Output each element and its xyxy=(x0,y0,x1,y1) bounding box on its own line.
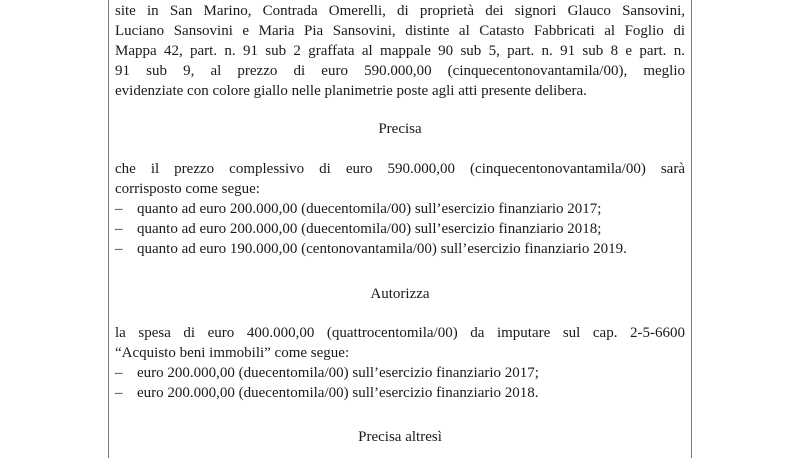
list-item-text: quanto ad euro 190.000,00 (centonovantamila/00) sull’esercizio finanziario 2019. xyxy=(137,241,627,257)
list-item xyxy=(115,219,685,239)
list-item-text: euro 200.000,00 (duecentomila/00) sull’esercizio finanziario 2018. xyxy=(137,385,539,401)
list-item xyxy=(115,363,685,383)
bullet-dash: – xyxy=(115,241,123,257)
bullet-dash: – xyxy=(115,385,123,401)
intro-line: evidenziate con colore giallo nelle planimetrie poste agli atti presente delibera. xyxy=(115,83,587,99)
intro-line: Luciano Sansovini e Maria Pia Sansovini, distinte al Catasto Fabbricati al Foglio di xyxy=(115,23,685,39)
precisa-paragraph xyxy=(115,159,685,259)
list-item-text: euro 200.000,00 (duecentomila/00) sull’esercizio finanziario 2017; xyxy=(137,365,539,381)
intro-line: Mappa 42, part. n. 91 sub 2 graffata al mappale 90 sub 5, part. n. 91 sub 8 e part. n. xyxy=(115,43,685,59)
section-heading-precisa: Precisa xyxy=(378,121,422,137)
list-item-text: quanto ad euro 200.000,00 (duecentomila/00) sull’esercizio finanziario 2018; xyxy=(137,221,602,237)
list-item-text: quanto ad euro 200.000,00 (duecentomila/00) sull’esercizio finanziario 2017; xyxy=(137,201,602,217)
autorizza-paragraph xyxy=(115,323,685,403)
section-heading-autorizza: Autorizza xyxy=(370,286,430,302)
bullet-dash: – xyxy=(115,201,123,217)
intro-line: 91 sub 9, al prezzo di euro 590.000,00 (cinquecentonovantamila/00), meglio xyxy=(115,63,685,79)
list-item xyxy=(115,383,685,403)
intro-line: site in San Marino, Contrada Omerelli, di proprietà dei signori Glauco Sansovini, xyxy=(115,3,685,19)
section-heading-precisa-altresi: Precisa altresì xyxy=(358,429,442,445)
bullet-dash: – xyxy=(115,221,123,237)
autorizza-line: la spesa di euro 400.000,00 (quattrocentomila/00) da imputare sul cap. 2-5-6600 xyxy=(115,325,685,341)
list-item xyxy=(115,239,685,259)
list-item xyxy=(115,199,685,219)
autorizza-line: “Acquisto beni immobili” come segue: xyxy=(115,345,350,361)
precisa-line: che il prezzo complessivo di euro 590.000,00 (cinquecentonovantamila/00) sarà xyxy=(115,161,685,177)
precisa-line: corrisposto come segue: xyxy=(115,181,260,197)
bullet-dash: – xyxy=(115,365,123,381)
intro-paragraph xyxy=(115,1,685,101)
